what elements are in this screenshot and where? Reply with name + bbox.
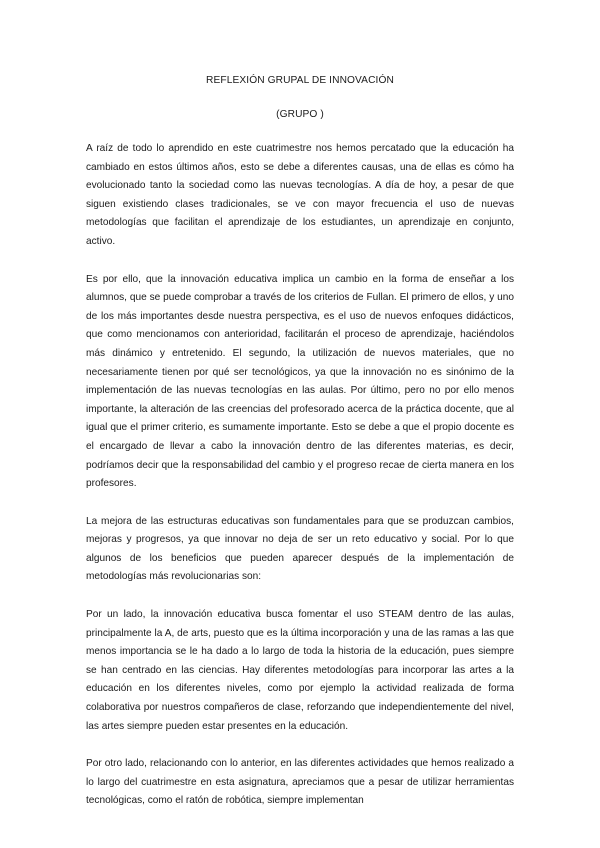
- page-title: REFLEXIÓN GRUPAL DE INNOVACIÓN: [206, 75, 394, 86]
- paragraph-2: Es por ello, que la innovación educativa implica un cambio en la forma de enseñar a los alumnos, que se puede comprobar a través de los criterios de Fullan. El primero de ellos, y uno de los más importantes desde nuestra perspectiva, es el uso de nuevos enfoques didácticos, que como mencionamos con anterioridad, facilitarán el proceso de aprendizaje, haciéndolos más dinámico y entretenido. El segundo, la utilización de nuevos materiales, que no necesariamente tienen por qué ser tecnológicos, ya que la innovación no es sinónimo de la implementación de las nuevas tecnologías en las aulas. Por último, pero no por ello menos importante, la alteración de las creencias del profesorado acerca de la práctica docente, que al igual que el primer criterio, es sumamente importante. Esto se debe a que el propio docente es el encargado de llevar a cabo la innovación dentro de las diferentes materias, es decir, podríamos decir que la responsabilidad del cambio y el progreso recae de cierta manera en los profesores.: [86, 273, 514, 490]
- paragraph-1: A raíz de todo lo aprendido en este cuatrimestre nos hemos percatado que la educación ha cambiado en estos últimos años, esto se debe a diferentes causas, una de ellas es cómo ha evolucionado tanto la sociedad como las nuevas tecnologías. A día de hoy, a pesar de que siguen existiendo clases tradicionales, se ve con mayor frecuencia el uso de nuevas metodologías que facilitan el aprendizaje de los estudiantes, un aprendizaje en conjunto, activo.: [86, 143, 514, 247]
- paragraph-5: Por otro lado, relacionando con lo anterior, en las diferentes actividades que hemos realizado a lo largo del cuatrimestre en esta asignatura, apreciamos que a pesar de utilizar herramientas tecnológicas, como el ratón de robótica, siempre implementan: [86, 758, 514, 807]
- paragraph-3: La mejora de las estructuras educativas son fundamentales para que se produzcan cambios, mejoras y progresos, ya que innovar no deja de ser un reto educativo y social. Por lo que algunos de los beneficios que pueden aparecer después de la implementación de metodologías más revolucionarias son:: [86, 515, 514, 583]
- paragraph-4: Por un lado, la innovación educativa busca fomentar el uso STEAM dentro de las aulas, principalmente la A, de arts, puesto que es la última incorporación y una de las ramas a las que menos importancia se le ha dado a lo largo de toda la historia de la educación, pues siempre se han centrado en las ciencias. Hay diferentes metodologías para incorporar las artes a la educación en los diferentes niveles, como por ejemplo la actividad realizada de forma colaborativa por nuestros compañeros de clase, reforzando que independientemente del nivel, las artes siempre pueden estar presentes en la educación.: [86, 609, 514, 732]
- group-label: (GRUPO ): [276, 109, 324, 120]
- document-body: [86, 140, 514, 811]
